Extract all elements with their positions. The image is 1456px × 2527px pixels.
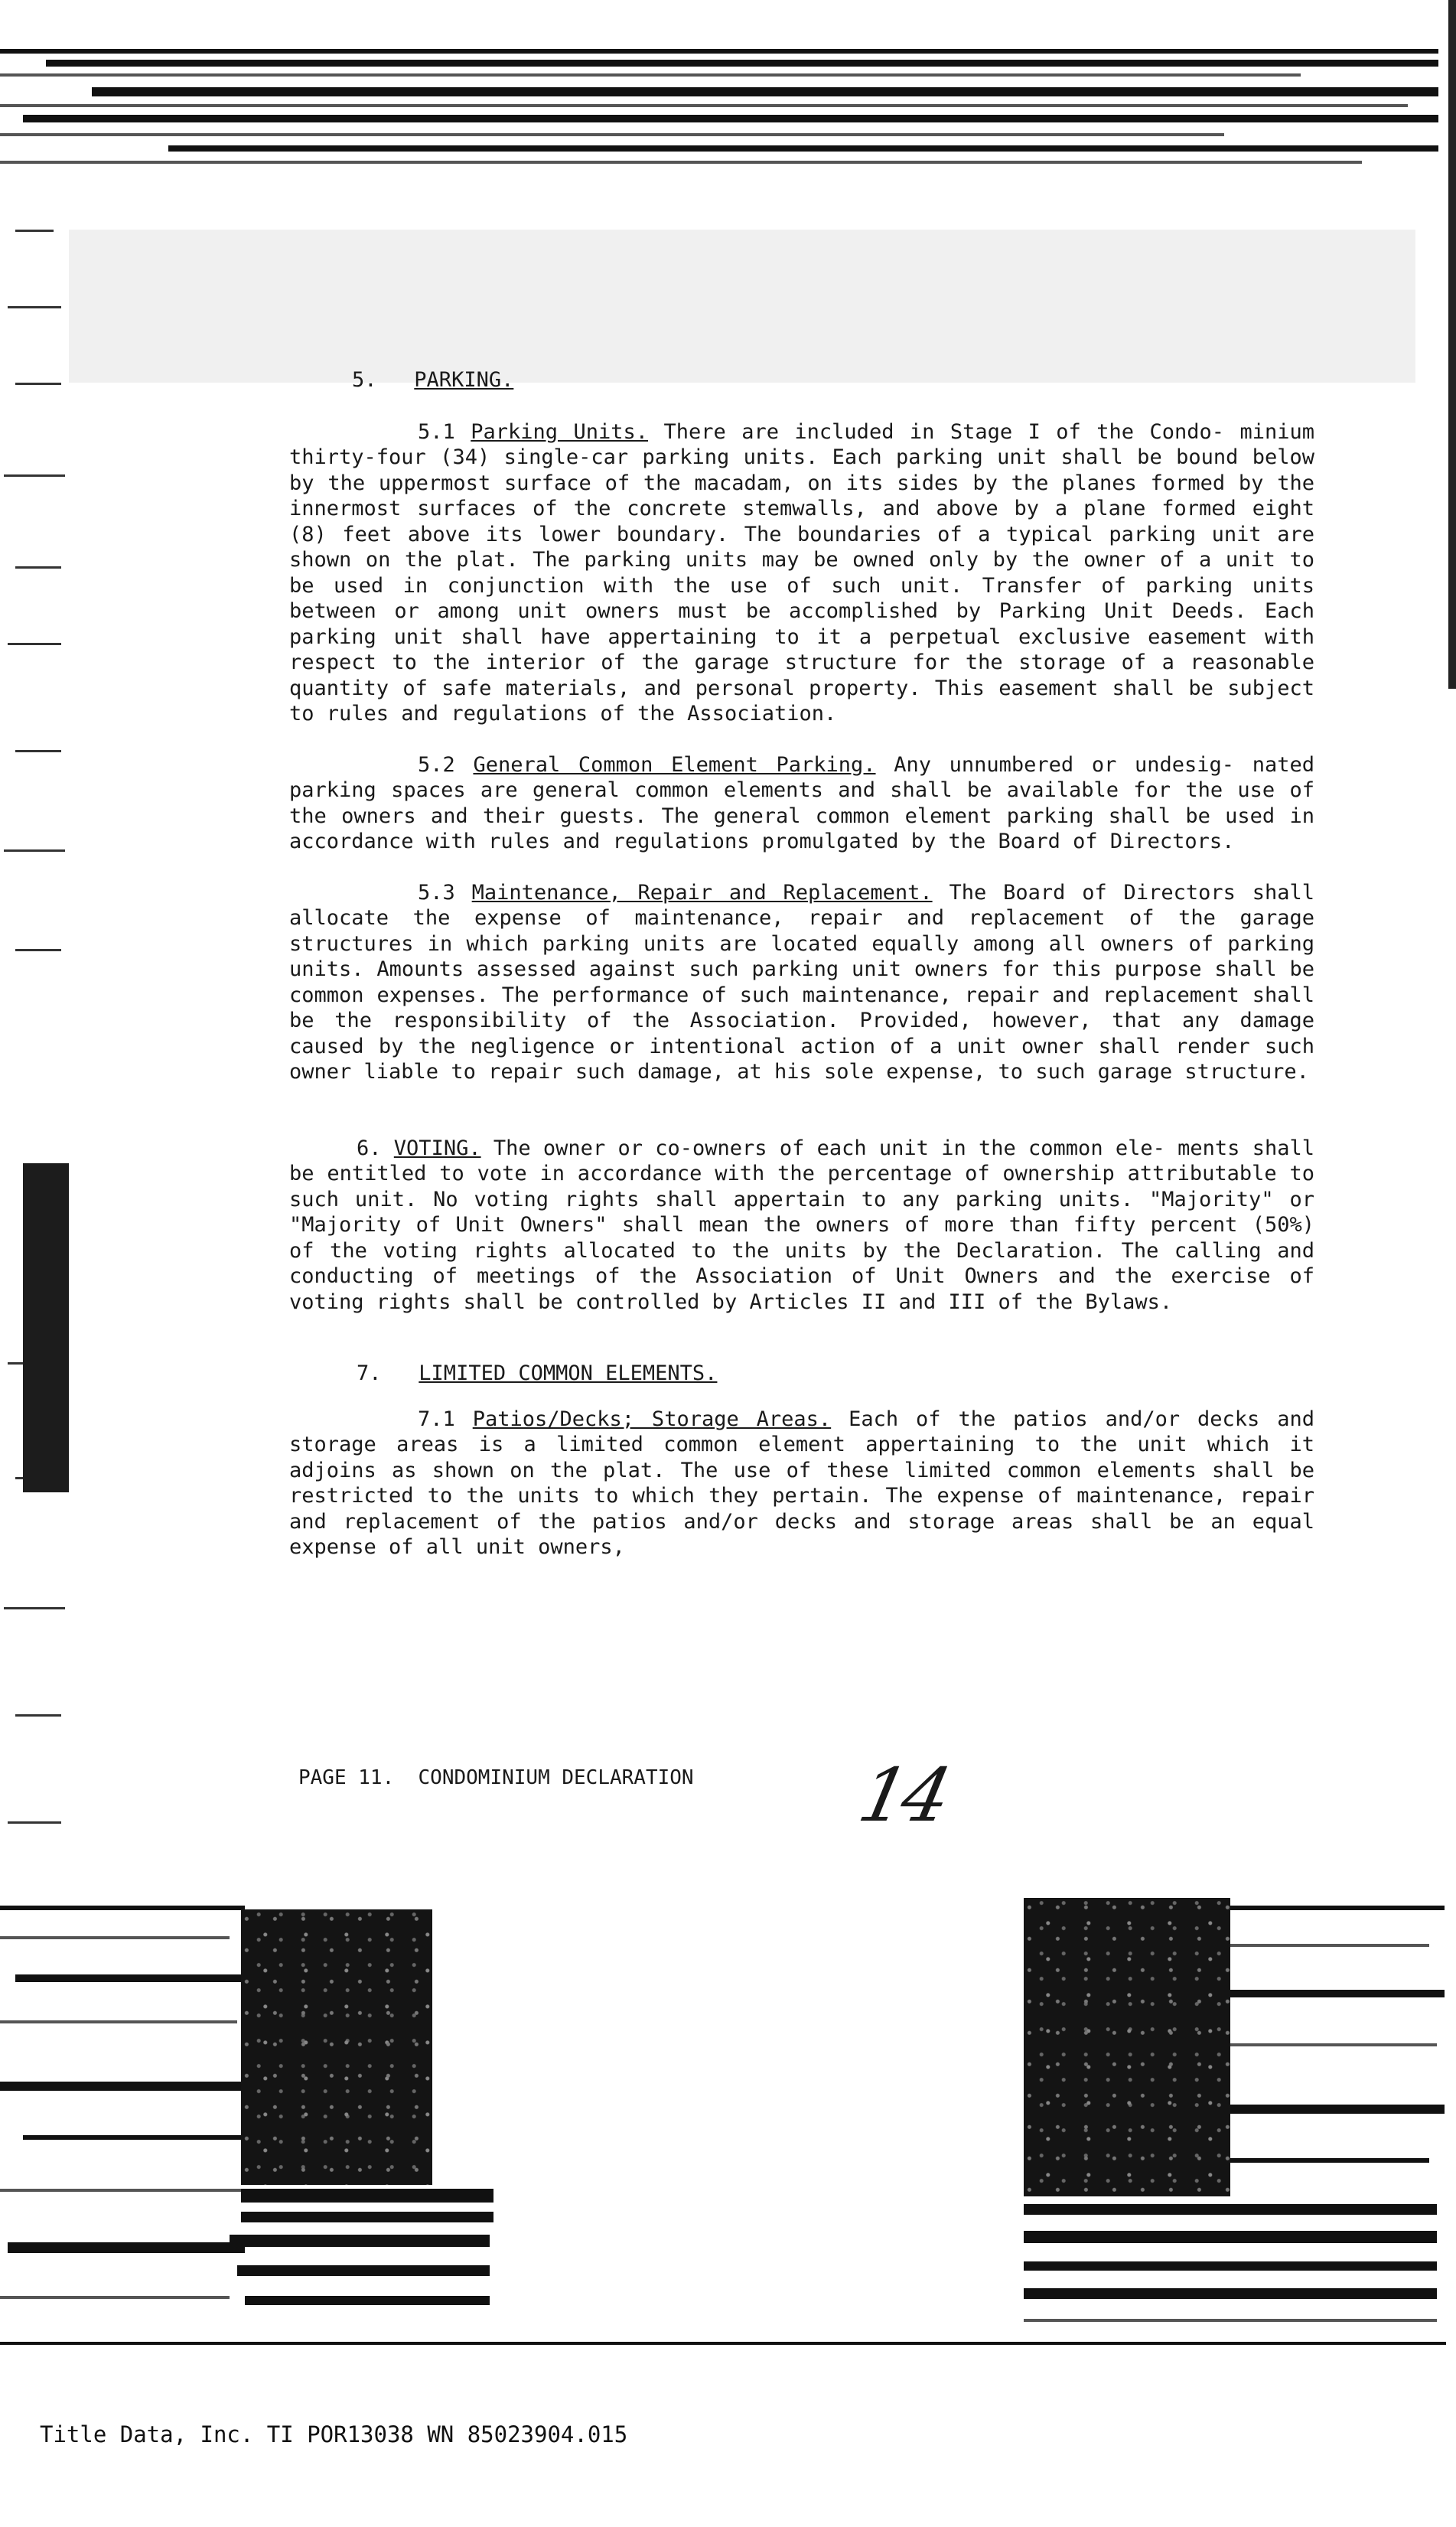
paragraph-5-2: 5.2 General Common Element Parking. Any unnumbered or undesig- nated parking spaces are general common elements and shall be available for the use of the owners and their guests. The general common element parking shall be used in accordance with rules and regulations promulgated by the Board of Directors. bbox=[289, 752, 1314, 853]
section-7-heading: 7. LIMITED COMMON ELEMENTS. bbox=[357, 1361, 718, 1385]
scan-noise-top bbox=[0, 38, 1456, 176]
paragraph-6: 6. VOTING. The owner or co-owners of each unit in the common ele- ments shall be entitled to vote in accordance with the percentage of ownership attributable to such unit. No voting rights shall appertain to any parking units. "Majority" or "Majority of Unit Owners" shall mean the owners of more than fifty percent (50%) of the voting rights allocated to the units by the Declaration. The calling and conducting of meetings of the Association of Unit Owners and the exercise of voting rights shall be controlled by Articles II and III of the Bylaws. bbox=[289, 1136, 1314, 1314]
scan-edge-right bbox=[1448, 0, 1456, 689]
paragraph-5-3: 5.3 Maintenance, Repair and Replacement. The Board of Directors shall allocate the expense of maintenance, repair and replacement of the garage structures in which parking units are located equally among all owners of parking units. Amounts assessed against such parking unit owners for this purpose shall be common expenses. The performance of such maintenance, repair and replacement shall be the responsibility of the Association. Provided, however, that any damage caused by the negligence or intentional action of a unit owner shall render such owner liable to repair such damage, at his sole expense, to such garage structure. bbox=[289, 880, 1314, 1084]
scan-block-left bbox=[23, 1163, 69, 1492]
page-footer-label: PAGE 11. CONDOMINIUM DECLARATION bbox=[298, 1766, 694, 1789]
document-body bbox=[289, 367, 1314, 1560]
paragraph-5-1: 5.1 Parking Units. There are included in Stage I of the Condo- minium thirty-four (34) single-car parking units. Each parking unit shall be bound below by the uppermost surface of the macadam, on its sides by the planes formed by the innermost surfaces of the concrete stemwalls, and above by a plane formed eight (8) feet above its lower boundary. The boundaries of a typical parking unit are shown on the plat. The parking units may be owned only by the owner of a unit to be used in conjunction with the use of such unit. Transfer of parking units between or among unit owners must be accomplished by Parking Unit Deeds. Each parking unit shall have appertaining to it a perpetual exclusive easement with respect to the interior of the garage structure for the storage of a reasonable quantity of safe materials, and personal property. This easement shall be subject to rules and regulations of the Association. bbox=[289, 419, 1314, 725]
paragraph-7-1: 7.1 Patios/Decks; Storage Areas. Each of the patios and/or decks and storage areas is a limited common element appertaining to the unit which it adjoins as shown on the plat. The use of these limited common elements shall be restricted to the units to which they pertain. The expense of maintenance, repair and replacement of the patios and/or decks and storage areas shall be an equal expense of all unit owners, bbox=[289, 1407, 1314, 1559]
section-5-heading: 5. PARKING. bbox=[352, 368, 514, 392]
scan-noise-bottom bbox=[0, 1883, 1456, 2380]
title-data-credit: Title Data, Inc. TI POR13038 WN 85023904.015 bbox=[40, 2421, 628, 2447]
scan-marks-left bbox=[0, 214, 69, 1898]
handwritten-page-number: 14 bbox=[852, 1753, 955, 1838]
scan-smudge bbox=[69, 230, 1415, 383]
